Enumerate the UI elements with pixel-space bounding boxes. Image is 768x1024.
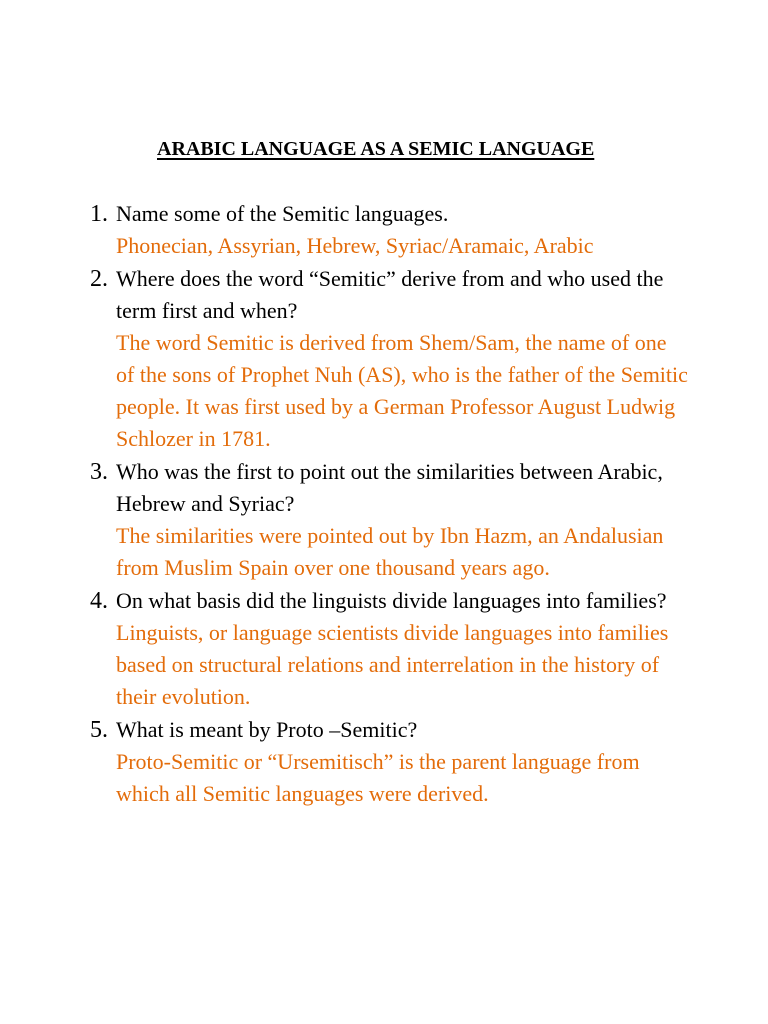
list-item (90, 714, 690, 810)
question-number: 2. (90, 266, 108, 292)
question-number: 5. (90, 717, 108, 743)
answer-text: Phonecian, Assyrian, Hebrew, Syriac/Aramaic, Arabic (116, 233, 594, 258)
question-text: Where does the word “Semitic” derive from and who used the term first and when? (116, 266, 664, 323)
question-list (90, 198, 690, 811)
page-title: ARABIC LANGUAGE AS A SEMIC LANGUAGE (157, 138, 595, 160)
question-text: On what basis did the linguists divide languages into families? (116, 588, 667, 613)
answer-text: Linguists, or language scientists divide languages into families based on structural relations and interrelation in the history of their evolution. (116, 620, 669, 709)
list-item (90, 456, 690, 584)
answer-text: The word Semitic is derived from Shem/Sam, the name of one of the sons of Prophet Nuh (AS), who is the father of the Semitic people. It was first used by a German Professor August Ludwig Schlozer in 1781. (116, 330, 688, 451)
question-number: 3. (90, 459, 108, 485)
question-text: Who was the first to point out the similarities between Arabic, Hebrew and Syriac? (116, 459, 663, 516)
question-text: Name some of the Semitic languages. (116, 201, 449, 226)
question-text: What is meant by Proto –Semitic? (116, 717, 418, 742)
list-item (90, 263, 690, 455)
list-item (90, 198, 690, 262)
question-number: 4. (90, 588, 108, 614)
answer-text: Proto-Semitic or “Ursemitisch” is the parent language from which all Semitic languages were derived. (116, 749, 640, 806)
list-item (90, 585, 690, 713)
answer-text: The similarities were pointed out by Ibn Hazm, an Andalusian from Muslim Spain over one thousand years ago. (116, 523, 664, 580)
question-number: 1. (90, 201, 108, 227)
